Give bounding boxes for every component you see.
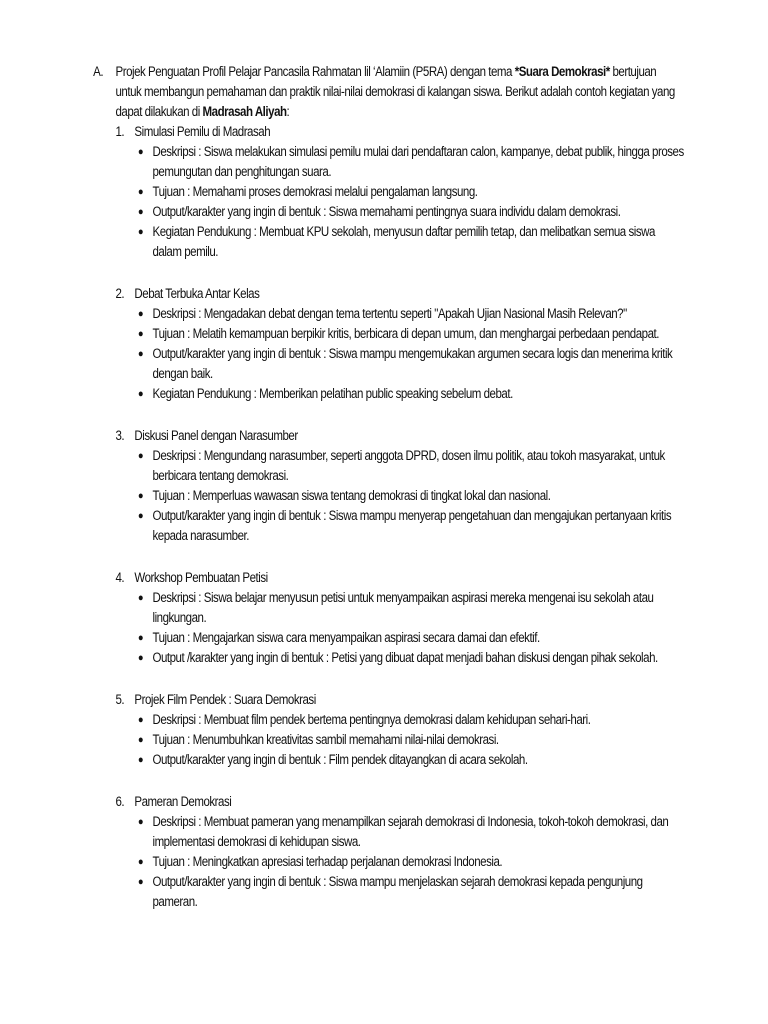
activity-item: [115, 568, 658, 668]
activity-detail: [116, 324, 686, 344]
bullet-icon: ●: [137, 510, 144, 522]
activity-detail: [116, 588, 686, 628]
activity-detail: [116, 384, 686, 404]
bullet-icon: ●: [137, 490, 144, 502]
activity-detail-list: [116, 710, 611, 770]
bullet-icon: ●: [137, 856, 144, 868]
activity-number: 1.: [115, 124, 125, 139]
activity-detail-text: Deskripsi : Siswa melakukan simulasi pemilu mulai dari pendaftaran calon, kampanye, debat publik, hingga proses pemungutan dan penghitungan suara.: [152, 144, 684, 179]
activity-title-text: Workshop Pembuatan Petisi: [134, 570, 268, 585]
bullet-icon: ●: [137, 876, 144, 888]
activity-detail-text: Deskripsi : Membuat film pendek bertema pentingnya demokrasi dalam kehidupan sehari-hari.: [152, 712, 591, 727]
activity-detail: [116, 648, 686, 668]
activity-detail: [116, 628, 686, 648]
activity-title-text: Diskusi Panel dengan Narasumber: [134, 428, 298, 443]
activity-item: [116, 690, 611, 770]
activity-number: 3.: [115, 428, 125, 443]
activity-number: 4.: [115, 570, 125, 585]
activity-detail-text: Deskripsi : Mengadakan debat dengan tema tertentu seperti "Apakah Ujian Nasional Masih Relevan?": [152, 306, 627, 321]
activity-detail-text: Deskripsi : Siswa belajar menyusun petisi untuk menyampaikan aspirasi mereka mengenai isu sekolah atau lingkungan.: [152, 590, 654, 625]
activity-list: [94, 122, 684, 912]
activity-title: [116, 568, 611, 588]
activity-detail-text: Tujuan : Memperluas wawasan siswa tentang demokrasi di tingkat lokal dan nasional.: [152, 488, 551, 503]
activity-detail-text: Kegiatan Pendukung : Membuat KPU sekolah, menyusun daftar pemilih tetap, dan melibatkan semua siswa dalam pemilu.: [152, 224, 655, 259]
activity-detail-text: Output/karakter yang ingin di bentuk : Siswa mampu menyerap pengetahuan dan mengajukan pertanyaan kritis kepada narasumber.: [152, 508, 672, 543]
activity-detail: [116, 142, 686, 182]
activity-detail-text: Deskripsi : Membuat pameran yang menampilkan sejarah demokrasi di Indonesia, tokoh-tokoh demokrasi, dan implementasi demokrasi di kehidupan siswa.: [152, 814, 669, 849]
activity-detail: [116, 446, 686, 486]
activity-number: 5.: [115, 692, 125, 707]
activity-detail: [116, 730, 686, 750]
activity-detail-list: [116, 588, 658, 668]
bullet-icon: ●: [137, 754, 144, 766]
activity-detail-text: Tujuan : Mengajarkan siswa cara menyampaikan aspirasi secara damai dan efektif.: [152, 630, 540, 645]
bullet-icon: ●: [137, 328, 144, 340]
activity-detail-text: Output/karakter yang ingin di bentuk : Siswa mampu menjelaskan sejarah demokrasi kepada pengunjung pameran.: [152, 874, 643, 909]
activity-title: [116, 792, 611, 812]
activity-detail-list: [116, 812, 669, 912]
activity-detail-text: Kegiatan Pendukung : Memberikan pelatihan public speaking sebelum debat.: [152, 386, 513, 401]
intro-paragraph: [116, 62, 679, 122]
activity-item: [115, 426, 672, 546]
project-theme: *Suara Demokrasi*: [514, 64, 610, 79]
section-a: [93, 62, 684, 912]
bullet-icon: ●: [137, 734, 144, 746]
bullet-icon: ●: [137, 348, 144, 360]
activity-detail: [116, 710, 686, 730]
activity-detail: [116, 304, 686, 324]
activity-number: 6.: [115, 794, 125, 809]
activity-title: [116, 690, 611, 710]
activity-detail: [116, 750, 686, 770]
activity-title: [116, 426, 611, 446]
activity-detail-text: Output/karakter yang ingin di bentuk : Siswa memahami pentingnya suara individu dalam demokrasi.: [152, 204, 621, 219]
activity-detail: [116, 222, 686, 262]
activity-title-text: Pameran Demokrasi: [134, 794, 232, 809]
bullet-icon: ●: [137, 308, 144, 320]
activity-item: [115, 122, 684, 262]
bullet-icon: ●: [137, 592, 144, 604]
activity-number: 2.: [115, 286, 125, 301]
activity-detail-text: Output/karakter yang ingin di bentuk : Siswa mampu mengemukakan argumen secara logis dan menerima kritik dengan baik.: [152, 346, 673, 381]
bullet-icon: ●: [137, 388, 144, 400]
bullet-icon: ●: [137, 816, 144, 828]
activity-detail-list: [116, 142, 684, 262]
bullet-icon: ●: [137, 146, 144, 158]
activity-detail: [116, 202, 686, 222]
activity-title: [116, 284, 611, 304]
activity-title-text: Debat Terbuka Antar Kelas: [134, 286, 260, 301]
activity-title-text: Projek Film Pendek : Suara Demokrasi: [134, 692, 316, 707]
section-letter: A.: [93, 64, 104, 79]
activity-detail-list: [116, 446, 672, 546]
activity-detail-text: Tujuan : Menumbuhkan kreativitas sambil memahami nilai-nilai demokrasi.: [152, 732, 499, 747]
bullet-icon: ●: [137, 226, 144, 238]
bullet-icon: ●: [137, 652, 144, 664]
bullet-icon: ●: [137, 450, 144, 462]
activity-detail-list: [116, 304, 673, 404]
school-type: Madrasah Aliyah: [202, 104, 287, 119]
activity-detail: [116, 812, 686, 852]
bullet-icon: ●: [137, 714, 144, 726]
activity-title-text: Simulasi Pemilu di Madrasah: [134, 124, 271, 139]
activity-detail-text: Deskripsi : Mengundang narasumber, seperti anggota DPRD, dosen ilmu politik, atau tokoh masyarakat, untuk berbicara tentang demokrasi.: [152, 448, 665, 483]
intro-text-part1: Projek Penguatan Profil Pelajar Pancasila Rahmatan lil ‘Alamiin (P5RA) dengan tema: [115, 64, 515, 79]
activity-detail-text: Tujuan : Memahami proses demokrasi melalui pengalaman langsung.: [152, 184, 478, 199]
activity-detail: [116, 506, 686, 546]
intro-text-part2: bertujuan untuk membangun pemahaman dan praktik nilai-nilai demokrasi di kalangan siswa. Berikut adalah contoh kegiatan yang dapat dilakukan di: [115, 64, 675, 119]
activity-item: [115, 284, 673, 404]
activity-detail-text: Tujuan : Melatih kemampuan berpikir kritis, berbicara di depan umum, dan menghargai perbedaan pendapat.: [152, 326, 659, 341]
activity-detail: [116, 182, 686, 202]
bullet-icon: ●: [137, 632, 144, 644]
activity-detail-text: Output /karakter yang ingin di bentuk : Petisi yang dibuat dapat menjadi bahan diskusi dengan pihak sekolah.: [152, 650, 658, 665]
activity-detail-text: Tujuan : Meningkatkan apresiasi terhadap perjalanan demokrasi Indonesia.: [152, 854, 503, 869]
activity-item: [115, 792, 669, 912]
activity-detail: [116, 486, 686, 506]
activity-detail: [116, 872, 686, 912]
activity-detail: [116, 852, 686, 872]
activity-detail-text: Output/karakter yang ingin di bentuk : Film pendek ditayangkan di acara sekolah.: [152, 752, 528, 767]
bullet-icon: ●: [137, 186, 144, 198]
activity-title: [116, 122, 611, 142]
activity-detail: [116, 344, 686, 384]
bullet-icon: ●: [137, 206, 144, 218]
intro-text-part3: :: [286, 104, 290, 119]
